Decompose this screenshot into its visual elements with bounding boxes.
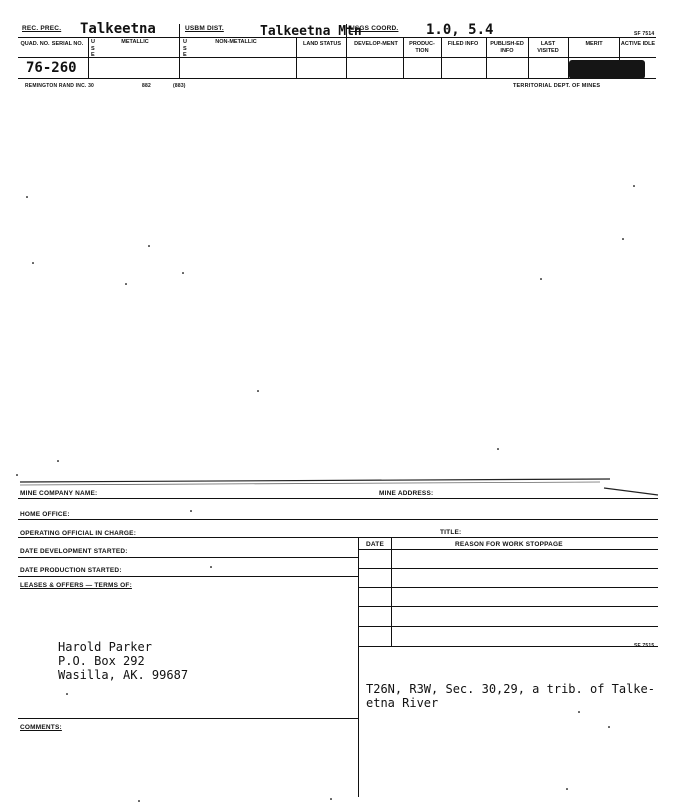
divider [486,38,487,78]
home-office-label: HOME OFFICE: [20,511,70,518]
col-land-status: LAND STATUS [303,41,341,47]
owner-city: Wasilla, AK. 99687 [58,668,189,682]
scan-speck [66,693,68,695]
company-label: MINE COMPANY NAME: [20,490,98,497]
title-label: TITLE: [440,529,462,536]
rule [18,576,358,577]
scan-speck [148,245,150,247]
rule [18,498,658,499]
rule [358,646,658,647]
leases-label: LEASES & OFFERS — TERMS OF: [20,582,132,589]
form-number-bottom: SF 7515 [634,643,655,649]
usgs-coord-value: 1.0, 5.4 [426,22,494,38]
rule [18,557,358,558]
col-quad-no: QUAD. NO. [20,41,50,47]
rule [358,606,658,607]
header-bottom-rule [18,57,656,58]
owner-box: P.O. Box 292 [58,654,145,668]
rule [358,568,658,569]
divider [88,38,89,78]
rule [18,519,658,520]
scan-speck [633,185,635,187]
owner-name: Harold Parker [58,640,152,654]
divider [528,38,529,78]
rule [358,626,658,627]
scan-speck [257,390,259,392]
rule [358,587,658,588]
rec-prec-label: REC. PREC. [22,25,62,32]
usbm-dist-label: USBM DIST. [185,25,224,32]
col-production: PRODUC-TION [409,41,435,54]
scan-speck [566,788,568,790]
quad-no-value: 76-260 [26,60,77,76]
dev-started-label: DATE DEVELOPMENT STARTED: [20,548,128,555]
reason-header: REASON FOR WORK STOPPAGE [455,541,563,548]
row-bottom-rule [18,78,656,79]
col-use-left: U S E [91,39,95,58]
footer-code-1: 882 [142,83,151,89]
divider [346,24,347,78]
card-edge [0,470,678,500]
rule [18,718,358,719]
usbm-dist-value: Talkeetna Mtn [260,24,362,39]
col-last-visited: LAST VISITED [537,41,559,54]
scan-speck [57,460,59,462]
date-header: DATE [366,541,385,548]
divider [403,38,404,78]
prod-started-label: DATE PRODUCTION STARTED: [20,567,122,574]
comments-label: COMMENTS: [20,724,62,731]
rec-prec-value: Talkeetna [80,21,156,37]
col-development: DEVELOP-MENT [354,41,398,47]
rule [358,549,658,550]
col-merit: MERIT [585,41,603,47]
location-line-2: etna River [366,696,439,710]
scan-speck [608,726,610,728]
redaction-block [569,60,645,79]
scan-speck [32,262,34,264]
location-line-1: T26N, R3W, Sec. 30,29, a trib. of Talke- [366,682,655,696]
scan-speck [540,278,542,280]
usgs-coord-label: USGS COORD. [350,25,399,32]
col-serial-no: SERIAL NO. [51,41,84,47]
address-label: MINE ADDRESS: [379,490,434,497]
table-divider [391,537,392,646]
footer-printer: REMINGTON RAND INC. 30 [25,83,95,89]
scan-speck [578,711,580,713]
scan-speck [622,238,624,240]
divider [296,38,297,78]
scan-speck [330,798,332,800]
col-filed-info: FILED INFO [447,41,479,47]
operating-label: OPERATING OFFICIAL IN CHARGE: [20,530,137,537]
rule [18,537,658,538]
col-active-idle: ACTIVE IDLE [620,41,656,47]
scan-speck [138,800,140,802]
scan-speck [210,566,212,568]
col-non-metallic: NON-METALLIC [215,39,257,45]
divider [441,38,442,78]
scan-speck [190,510,192,512]
form-number: SF 7514 [634,31,655,37]
col-metallic: METALLIC [121,39,149,45]
scan-speck [26,196,28,198]
scan-speck [125,283,127,285]
col-use-right: U S E [183,39,187,58]
col-published-info: PUBLISH-ED INFO [490,41,524,54]
table-divider [358,537,359,797]
scan-speck [497,448,499,450]
divider [179,24,180,78]
footer-department: TERRITORIAL DEPT. OF MINES [513,83,601,89]
footer-code-2: (883) [173,83,186,89]
scan-speck [182,272,184,274]
